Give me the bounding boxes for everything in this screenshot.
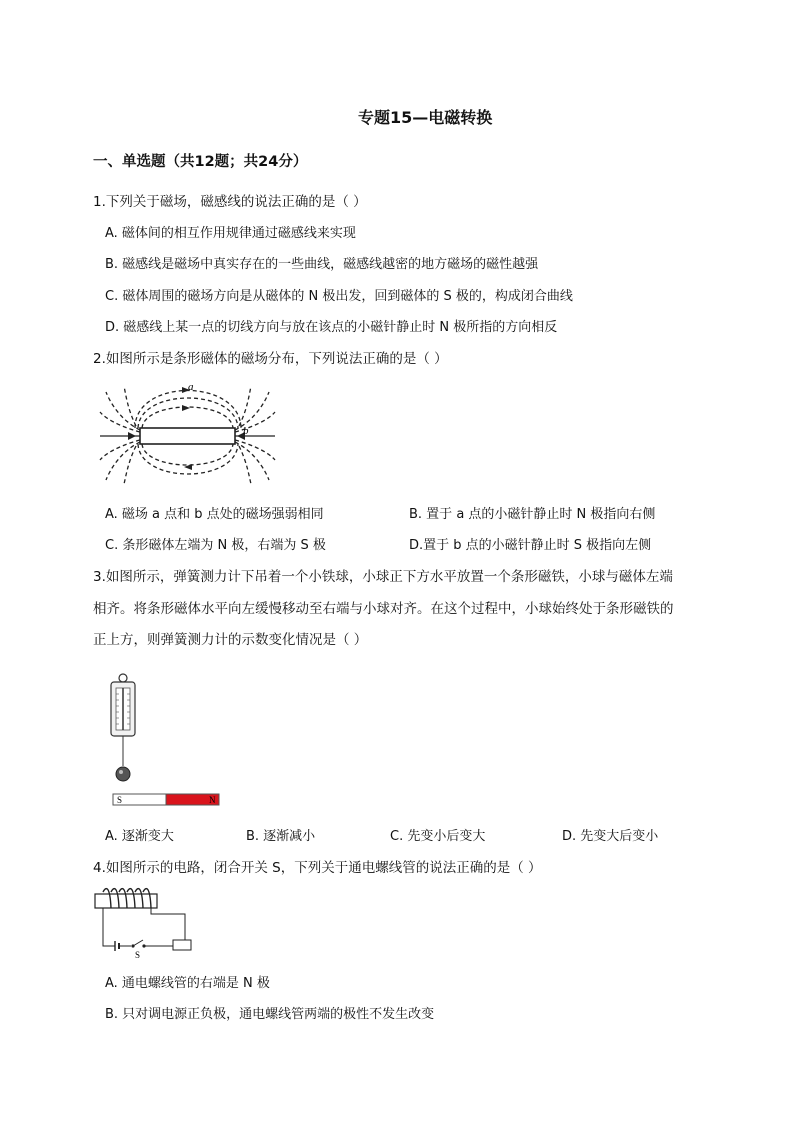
q4-option-b[interactable]: B. 只对调电源正负极，通电螺线管两端的极性不发生改变 [105,1007,435,1022]
q3-option-c[interactable]: C. 先变小后变大 [390,829,486,844]
q4-switch-label: S [135,950,141,960]
q3-option-d[interactable]: D. 先变大后变小 [562,829,659,844]
section-heading: 一、单选题（共12题；共24分） [93,154,308,170]
q2-option-b[interactable]: B. 置于 a 点的小磁针静止时 N 极指向右侧 [409,507,656,522]
q3-stem-line-1: 3.如图所示，弹簧测力计下吊着一个小铁球，小球正下方水平放置一个条形磁铁，小球与磁体左端 [93,569,673,585]
q4-option-a[interactable]: A. 通电螺线管的右端是 N 极 [105,976,270,991]
q2-option-a[interactable]: A. 磁场 a 点和 b 点处的磁场强弱相同 [105,507,324,522]
q3-stem-line-3: 正上方，则弹簧测力计的示数变化情况是（ ） [93,632,368,648]
page-title: 专题15—电磁转换 [358,108,493,127]
q2-label-b: b [243,425,249,437]
q4-solenoid-circuit-figure [93,888,203,958]
q3-magnet-s-label: S [117,795,123,805]
q4-stem: 4.如图所示的电路，闭合开关 S，下列关于通电螺线管的说法正确的是（ ） [93,860,542,876]
q1-stem: 1.下列关于磁场，磁感线的说法正确的是（ ） [93,194,367,210]
q2-option-c[interactable]: C. 条形磁体左端为 N 极，右端为 S 极 [105,538,326,553]
q3-spring-scale-figure [105,670,225,810]
q2-label-a: a [188,381,194,393]
q3-option-b[interactable]: B. 逐渐减小 [246,829,316,844]
q1-option-b[interactable]: B. 磁感线是磁场中真实存在的一些曲线，磁感线越密的地方磁场的磁性越强 [105,257,539,272]
q1-option-c[interactable]: C. 磁体周围的磁场方向是从磁体的 N 极出发，回到磁体的 S 极的，构成闭合曲线 [105,289,573,304]
q2-magnet-field-figure [100,380,275,485]
q3-stem-line-2: 相齐。将条形磁体水平向左缓慢移动至右端与小球对齐。在这个过程中，小球始终处于条形磁铁的 [93,601,674,617]
q2-option-d[interactable]: D.置于 b 点的小磁针静止时 S 极指向左侧 [409,538,652,553]
q1-option-a[interactable]: A. 磁体间的相互作用规律通过磁感线来实现 [105,226,356,241]
q3-option-a[interactable]: A. 逐渐变大 [105,829,174,844]
q2-stem: 2.如图所示是条形磁体的磁场分布，下列说法正确的是（ ） [93,351,448,367]
q3-magnet-n-label: N [209,795,216,805]
q1-option-d[interactable]: D. 磁感线上某一点的切线方向与放在该点的小磁针静止时 N 极所指的方向相反 [105,320,558,335]
